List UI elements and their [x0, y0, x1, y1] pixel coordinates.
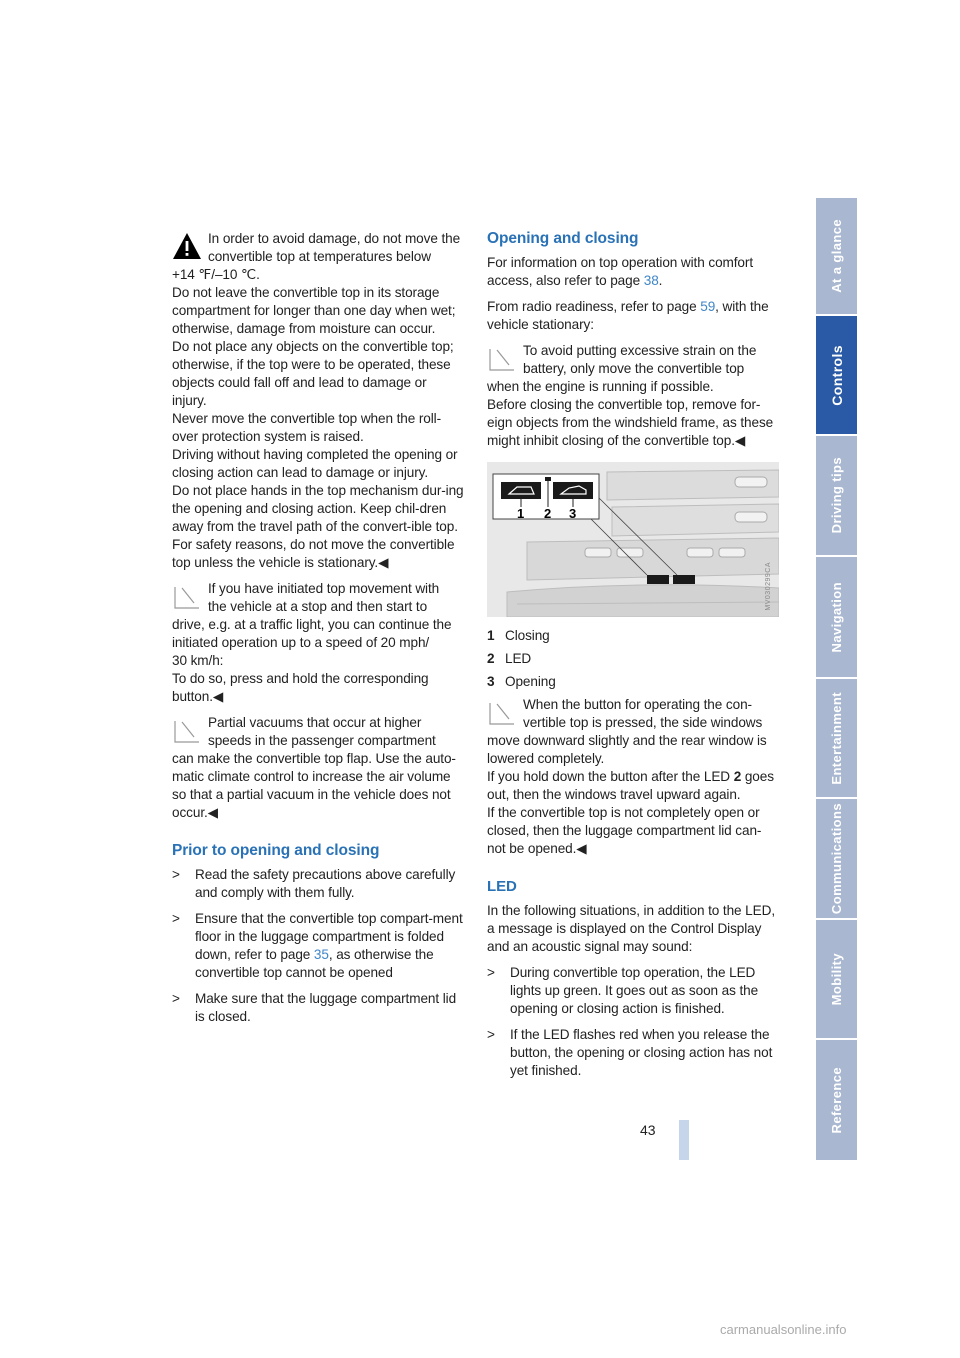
right-column: [487, 230, 779, 1088]
warning-triangle-icon: [172, 231, 202, 261]
chapter-sidebar: [816, 198, 857, 1160]
list-item: [172, 990, 464, 1026]
para-radio-readiness: [487, 298, 779, 334]
bold-ref: 2: [733, 769, 742, 784]
para-text-end: goes out, then the windows travel upward again.: [487, 769, 774, 802]
para-text: From radio readiness, refer to page: [487, 299, 701, 314]
sidebar-tab-reference[interactable]: [816, 1040, 857, 1160]
bullet-text: If the LED flashes red when you release the button, the opening or closing action has not yet finished.: [510, 1027, 773, 1078]
info-note-partial-vacuum: [172, 714, 464, 822]
bullet-text: Make sure that the luggage compartment lid is closed.: [195, 991, 457, 1024]
bullet-marker: >: [487, 1027, 495, 1042]
bullet-marker: >: [172, 867, 180, 882]
figure-code: MV030299CA: [765, 562, 772, 611]
sidebar-tab-communications[interactable]: [816, 799, 857, 918]
para-led-intro: In the following situations, in addition to the LED, a message is displayed on the Control Display and an acoustic signal may sound:: [487, 903, 776, 954]
sidebar-tab-navigation[interactable]: [816, 557, 857, 677]
section-heading-led: LED: [487, 878, 517, 895]
info-note-top-movement: [172, 580, 464, 706]
legend-item: [487, 627, 779, 645]
section-heading-opening-closing: Opening and closing: [487, 230, 639, 247]
tab-label: Controls: [828, 344, 845, 406]
note-arrow-icon: [487, 343, 517, 373]
tab-label: Reference: [829, 1066, 844, 1134]
warning-note: [172, 230, 464, 572]
tab-label: Navigation: [829, 581, 844, 653]
figure-callout: 2: [544, 506, 552, 521]
convertible-top-buttons-figure: [487, 462, 779, 617]
note1-line-2: the vehicle at a stop and then start to: [208, 599, 428, 614]
page-number: 43: [640, 1122, 656, 1138]
legend-item: [487, 650, 779, 668]
bullet-text: During convertible top operation, the LED lights up green. It goes out as soon as the opening or closing action is finished.: [510, 965, 759, 1016]
rnote2-body: move downward slightly and the rear window is lowered completely.: [487, 733, 767, 766]
legend-number: 3: [487, 674, 495, 689]
page-link-59[interactable]: 59: [700, 299, 716, 314]
bullet-marker: >: [487, 965, 495, 980]
led-indicator: [545, 477, 551, 481]
figure-callout: 1: [517, 506, 525, 521]
note2-line-2: speeds in the passenger compartment: [208, 733, 436, 748]
tab-label: Driving tips: [829, 457, 844, 534]
sidebar-tab-entertainment[interactable]: [816, 679, 857, 797]
warning-body: +14 ℉/–10 ℃. Do not leave the convertible top in its storage compartment for longer than one day when wet; otherwise, damage from moisture can occur. Do not place any objects on the convertible top; otherwise, if the top were to be operated, these objects could fall off and lead to damage or injury. Never move the convertible top when the roll-over protection system is raised. Driving without having completed the opening or closing action can lead to damage or injury. Do not place hands in the top mechanism dur-ing the opening and closing action. Keep chil-dren away from the travel path of the convert-ible top. For safety reasons, do not move the convertible top unless the vehicle is stationary.◀: [172, 267, 464, 570]
warning-line-2: convertible top at temperatures below: [208, 249, 431, 264]
sidebar-tab-controls[interactable]: [816, 316, 857, 434]
info-note-battery: [487, 342, 779, 450]
bullet-text-end: , as otherwise the convertible top cannot be opened: [195, 947, 434, 980]
page-marker-bar: [679, 1120, 689, 1160]
legend-number: 1: [487, 628, 495, 643]
note-arrow-icon: [172, 715, 202, 745]
list-item: [172, 910, 464, 982]
para-lid-cannot-open: If the convertible top is not completely open or closed, then the luggage compartment lid can-not be opened.◀: [487, 805, 762, 856]
sidebar-tab-at-a-glance[interactable]: [816, 198, 857, 314]
bullet-marker: >: [172, 991, 180, 1006]
info-note-button-pressed: [487, 696, 779, 768]
rnote2-line-2: vertible top is pressed, the side windows: [523, 715, 763, 730]
note1-line-1: If you have initiated top movement with: [208, 581, 440, 596]
rnote2-line-1: When the button for operating the con-: [523, 697, 752, 712]
list-item: [487, 964, 779, 1018]
tab-label: Communications: [829, 802, 844, 915]
sidebar-tab-mobility[interactable]: [816, 920, 857, 1038]
legend-label: Closing: [505, 628, 550, 643]
note-arrow-icon: [172, 581, 202, 611]
watermark: carmanualsonline.info: [720, 1322, 847, 1337]
note2-line-1: Partial vacuums that occur at higher: [208, 715, 422, 730]
page-link-38[interactable]: 38: [643, 273, 659, 288]
sidebar-tab-driving-tips[interactable]: [816, 436, 857, 555]
legend-label: LED: [505, 651, 532, 666]
left-column: [172, 230, 464, 1034]
list-item: [172, 866, 464, 902]
legend-label: Opening: [505, 674, 556, 689]
rnote1-line-2: battery, only move the convertible top: [523, 361, 745, 376]
warning-line-1: In order to avoid damage, do not move the: [208, 231, 461, 246]
para-comfort-access: [487, 254, 779, 290]
para-led-goes-out: [487, 768, 779, 804]
bullet-text: Read the safety precautions above carefully and comply with them fully.: [195, 867, 456, 900]
section-heading-prior: Prior to opening and closing: [172, 842, 380, 859]
note2-body: can make the convertible top flap. Use the auto-matic climate control to increase the air volume so that a partial vacuum in the vehicle does not occur.◀: [172, 751, 456, 820]
bullet-marker: >: [172, 911, 180, 926]
console-illustration: [487, 462, 779, 617]
legend-number: 2: [487, 651, 495, 666]
tab-label: Mobility: [829, 952, 844, 1006]
para-text: If you hold down the button after the LED: [487, 769, 734, 784]
para-text: For information on top operation with comfort access, also refer to page: [487, 255, 753, 288]
tab-label: Entertainment: [829, 691, 844, 785]
rnote1-body: when the engine is running if possible. Before closing the convertible top, remove for-eign objects from the windshield frame, as these might inhibit closing of the convertible top.◀: [487, 379, 774, 448]
note-arrow-icon: [487, 697, 517, 727]
figure-callout: 3: [569, 506, 577, 521]
list-item: [487, 1026, 779, 1080]
legend-item: [487, 673, 779, 691]
tab-label: At a glance: [829, 219, 844, 293]
note1-body: drive, e.g. at a traffic light, you can continue the initiated operation up to a speed of 20 mph/ 30 km/h: To do so, press and hold the corresponding button.◀: [172, 617, 452, 704]
para-text-end: , with the vehicle stationary:: [487, 299, 769, 332]
para-text-end: .: [658, 273, 663, 288]
bullet-text: Ensure that the convertible top compart-ment floor in the luggage compartment is folded down, refer to page: [195, 911, 463, 962]
rnote1-line-1: To avoid putting excessive strain on the: [523, 343, 757, 358]
page-link-35[interactable]: 35: [313, 947, 329, 962]
